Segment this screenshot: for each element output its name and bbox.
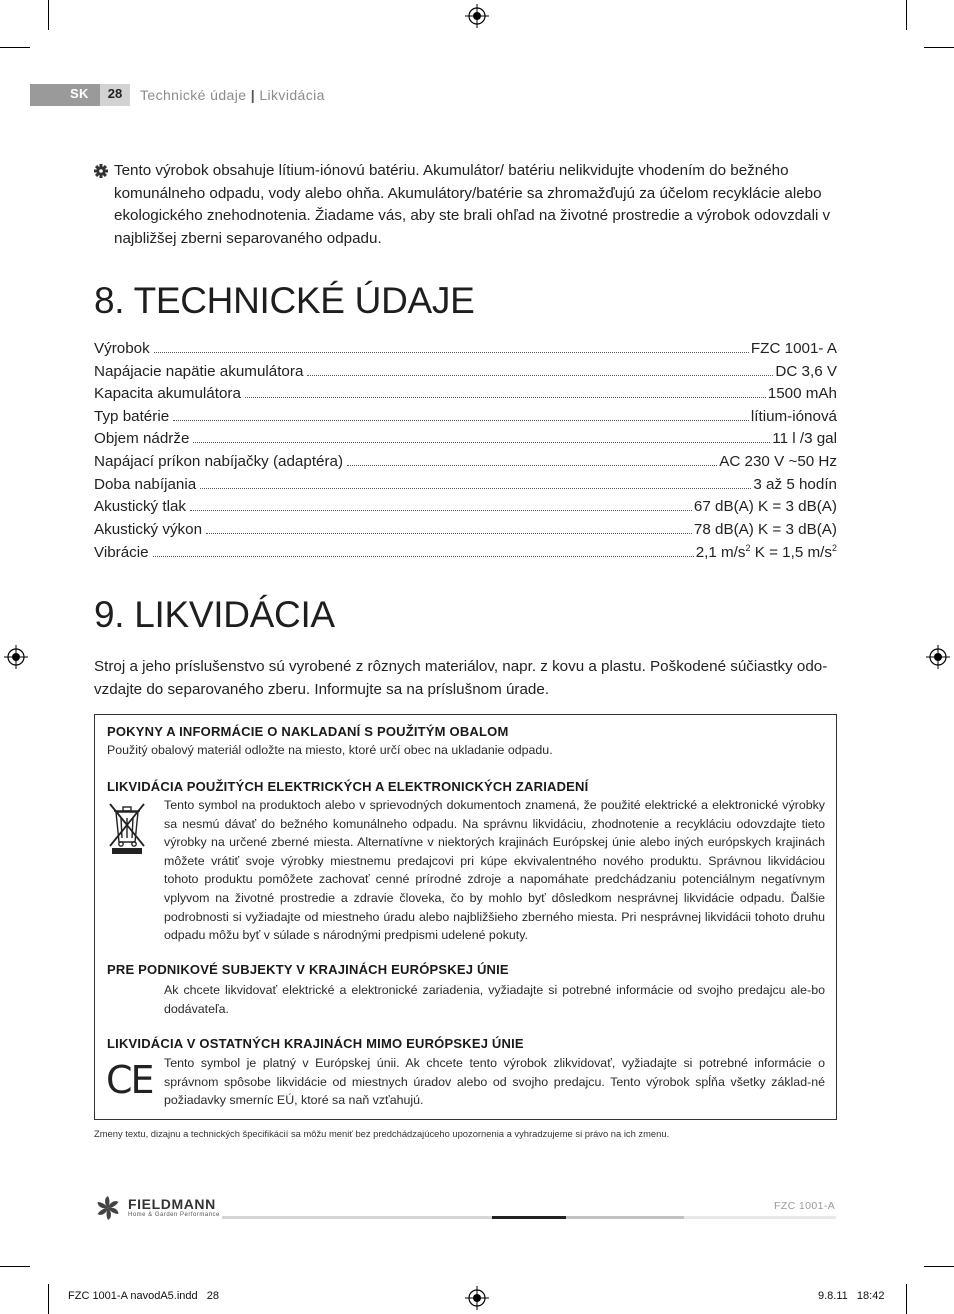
running-header-part1: Technické údaje [140,87,247,103]
print-slug-file: FZC 1001-A navodA5.indd 28 [68,1290,220,1302]
running-header-part2: Likvidácia [259,87,325,103]
spec-label: Typ batérie [94,407,170,425]
language-code: SK [70,86,89,101]
running-header-separator: | [250,87,256,103]
spec-row [94,385,837,408]
disposal-paragraph: Stroj a jeho príslušenstvo sú vyrobené z rôznych materiálov, napr. z kovu a plastu. Poškodené súčiastky odo-vzdajte do separovaného zberu. Informujte sa na príslušnom úrade. [94,658,828,698]
spec-row [94,340,837,363]
footer-rule [684,1216,836,1219]
crop-mark [906,0,907,30]
spec-row [94,453,837,476]
packaging-heading: POKYNY A INFORMÁCIE O NAKLADANÍ S POUŽITÝM OBALOM [107,724,509,739]
spec-value: 11 l /3 gal [772,430,837,448]
print-slug-datetime: 9.8.11 18:42 [818,1290,885,1302]
spec-row [94,476,837,499]
non-eu-heading: LIKVIDÁCIA V OSTATNÝCH KRAJINÁCH MIMO EURÓPSKEJ ÚNIE [107,1036,524,1051]
spec-row [94,521,837,544]
spec-label: Vibrácie [94,544,149,562]
spec-label: Doba nabíjania [94,475,197,493]
crop-mark [48,1284,49,1314]
crossed-out-bin-icon [106,800,148,856]
footer-rule [566,1216,684,1219]
spec-label: Objem nádrže [94,430,190,448]
spec-list [94,340,837,566]
footnote: Zmeny textu, dizajnu a technických špecifikácií sa môžu meniť bez predchádzajúceho upozornenia a vyhradzujeme si právo na ich zmenu. [94,1128,670,1139]
page-number: 28 [107,86,123,101]
weee-text: Tento symbol na produktoch alebo v sprievodných dokumentoch znamená, že použité elektrické a elektronické výrobky sa nesmú dávať do bežného komunálneho odpadu. Na správnu likvidáciu, zhodnotenie a recykláciu odovzdajte tieto výrobky na určené zberné miesta. Alternatívne v niektorých krajinách Európskej únie alebo iných európskych krajinách môžete vrátiť svoje výrobky miestnemu predajcovi pri kúpe ekvivalentného nového produktu. Správnou likvidáciou tohoto produktu pomôžete zachovať cenné prírodné zdroje a napomáhate predchádzaniu potenciálnym negatívnym vplyvom na životné prostredie a zdravie človeka, čo by mohlo byť dôsledkom nesprávnej likvidácie odpadu. Ďalšie podrobnosti si vyžiadajte od miestneho úradu alebo najbližšieho zberného miesta. Pri nesprávnej likvidácii tohoto druhu odpadu môžu byť v súlade s národnými predpismi udelené pokuty. [164,798,825,943]
battery-disposal-note: Tento výrobok obsahuje lítium-iónovú batériu. Akumulátor/ batériu nelikvidujte vhodením do bežného komunálneho odpadu, vody alebo ohňa. Akumulátory/batérie sa zhromažďujú za účelom recyklácie alebo ekologického znehodnotenia. Žiadame vás, aby ste brali ohľad na životné prostredie a výrobok odovzdali v najbližšej zberni separovaného odpadu. [114,162,831,247]
footer-rule [222,1216,492,1219]
spec-value: 1500 mAh [767,385,837,403]
registration-mark-icon [4,645,28,669]
spec-row [94,498,837,521]
spec-row [94,363,837,386]
spec-label: Akustický výkon [94,520,203,538]
section-9-title: 9. LIKVIDÁCIA [94,594,335,635]
spec-label: Napájacie napätie akumulátora [94,362,304,380]
spec-row [94,408,837,431]
packaging-text: Použitý obalový materiál odložte na miesto, ktoré určí obec na ukladanie odpadu. [107,743,553,757]
registration-mark-icon [926,645,950,669]
spec-row [94,543,837,566]
crop-mark [0,47,30,48]
business-heading: PRE PODNIKOVÉ SUBJEKTY V KRAJINÁCH EURÓPSKEJ ÚNIE [107,962,509,977]
weee-heading: LIKVIDÁCIA POUŽITÝCH ELEKTRICKÝCH A ELEKTRONICKÝCH ZARIADENÍ [107,779,589,794]
running-header [140,87,325,103]
spec-value: FZC 1001- A [750,340,837,357]
ce-mark: CE [106,1058,153,1102]
spec-label: Kapacita akumulátora [94,385,241,403]
registration-mark-icon [465,1286,489,1310]
spec-value: DC 3,6 V [775,362,837,380]
spec-value: AC 230 V ~50 Hz [719,452,837,470]
business-text: Ak chcete likvidovať elektrické a elektronické zariadenia, vyžiadajte si potrebné informácie od svojho predajcu ale-bo dodávateľa. [164,983,825,1016]
section-8-title: 8. TECHNICKÉ ÚDAJE [94,280,475,321]
crop-mark [48,0,49,30]
brand-tagline: Home & Garden Performance [128,1212,220,1218]
registration-mark-icon [465,4,489,28]
brand-name: FIELDMANN [128,1196,216,1212]
gear-bullet-icon [94,164,108,178]
crop-mark [924,47,954,48]
spec-label: Napájací príkon nabíjačky (adaptéra) [94,452,344,470]
spec-value: lítium-iónová [750,407,837,425]
spec-row [94,430,837,453]
spec-value: 3 až 5 hodín [753,475,837,493]
spec-label: Výrobok [94,340,150,357]
spec-value: 2,1 $m/s^2$ K = 1,5 $m/s^2$ [695,543,837,562]
crop-mark [906,1284,907,1314]
non-eu-text: Tento symbol je platný v Európskej únii. Ak chcete tento výrobok zlikvidovať, vyžiadajte si potrebné informácie o správnom spôsobe likvidácie od miestnych úradov alebo od svojho predajcu. Tento výrobok spĺňa všetky základ-né požiadavky smerníc EÚ, ktoré sa naň vzťahujú. [164,1056,825,1108]
fieldmann-logo-icon [94,1194,122,1222]
spec-label: Akustický tlak [94,498,186,516]
spec-value: 67 dB(A) K = 3 dB(A) [693,498,837,516]
crop-mark [924,1266,954,1267]
crop-mark [0,1266,30,1267]
spec-value: 78 dB(A) K = 3 dB(A) [693,520,837,538]
model-tag: FZC 1001-A [774,1200,836,1212]
footer-rule [492,1216,566,1219]
